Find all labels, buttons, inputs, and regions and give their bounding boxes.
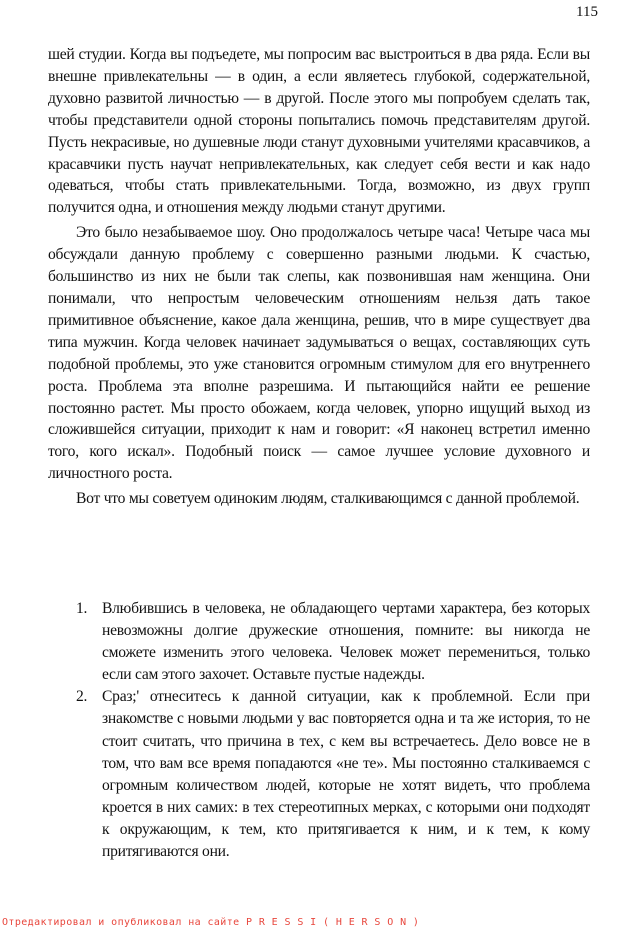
- paragraph-2: Это было незабываемое шоу. Оно продолжалось четыре часа! Четыре часа мы обсуждали данную проблему с совершенно разными людьми. К счастью, большинство из них не были так слепы, как позвонившая нам женщина. Они понимали, что непростым человеческим отношениям нельзя дать такое примитивное объяснение, какое дала женщина, решив, что в мире существует два типа мужчин. Когда человек начинает задумываться о вещах, составляющих суть подобной проблемы, это уже становится огромным стимулом для его внутреннего роста. Проблема эта вполне разрешима. И пытающийся найти ее решение постоянно растет. Мы просто обожаем, когда человек, упорно ищущий выход из сложившейся ситуации, приходит к нам и говорит: «Я наконец встретил именно того, кого искал». Подобный поиск — самое лучшее условие духовного и личностного роста.: [48, 224, 590, 483]
- body-text: [48, 44, 590, 510]
- list-item-text: Влюбившись в человека, не обладающего чертами характера, без которых невозможны долгие дружеские отношения, помните: вы никогда не сможете изменить этого человека. Человек может перемениться, только если сам этого захочет. Оставьте пустые надежды.: [102, 600, 590, 684]
- list-item-number: 1.: [76, 600, 88, 617]
- advice-list: [76, 598, 590, 863]
- paragraph-3: Вот что мы советуем одиноким людям, сталкивающимся с данной проблемой.: [76, 490, 580, 508]
- publisher-footer: Отредактировал и опубликовал на сайте P R E S S I ( H E R S O N ): [2, 917, 420, 928]
- page-number: 115: [576, 4, 598, 20]
- list-item-number: 2.: [76, 688, 88, 706]
- list-item: [76, 686, 590, 863]
- paragraph-1: шей студии. Когда вы подъедете, мы попросим вас выстроиться в два ряда. Если вы внешне привлекательны — в один, а если являетесь глубокой, содержательной, духовно развитой личностью — в другой. После этого мы попробуем сделать так, чтобы представители одной стороны попытались помочь представителям другой. Пусть некрасивые, но душевные люди станут духовными учителями красавчиков, а красавчики пусть научат непривлекательных, как следует себя вести и как надо одеваться, чтобы стать привлекательными. Тогда, возможно, из двух групп получится одна, и отношения между людьми станут другими.: [48, 46, 590, 217]
- list-item: [76, 598, 590, 686]
- list-item-text: Сраз;' отнеситесь к данной ситуации, как к проблемной. Если при знакомстве с новыми людьми у вас повторяется одна и та же история, то не стоит считать, что причина в тех, с кем вы встречаетесь. Дело вовсе не в том, что вам все время попадаются «не те». Мы постоянно сталкиваемся с огромным количеством людей, которые не хотят видеть, что проблема кроется в них самих: в тех стереотипных мерках, с которыми они подходят к окружающим, к тем, кто притягивается к ним, и к тем, к кому притягиваются они.: [102, 688, 590, 861]
